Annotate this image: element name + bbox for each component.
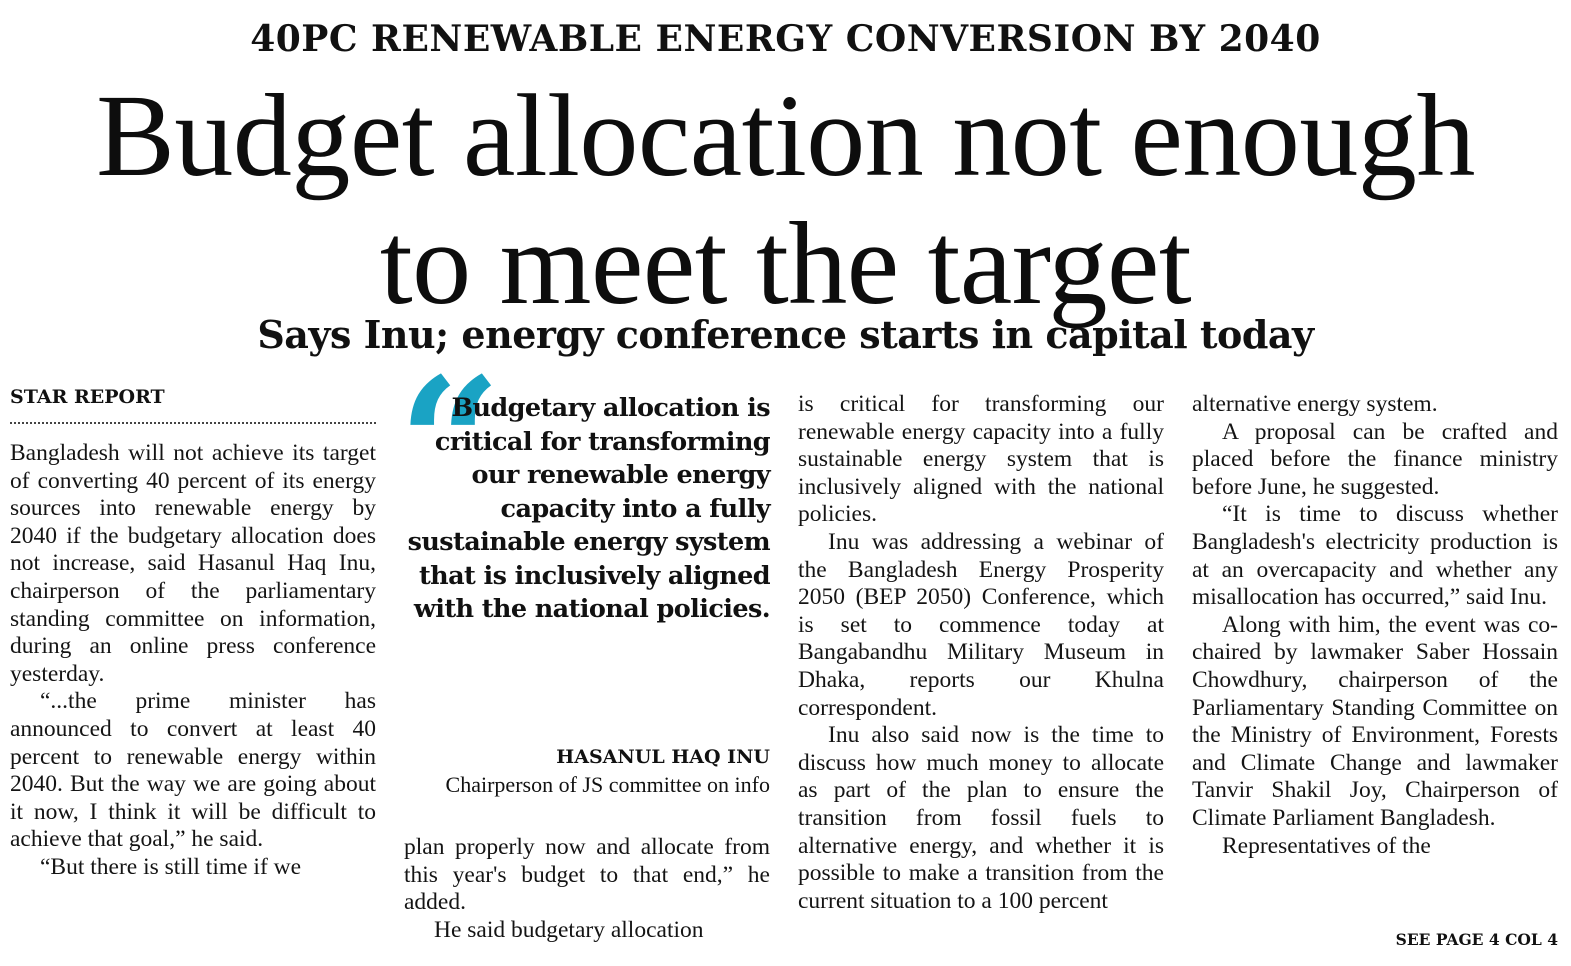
opening-quote-icon: “ (398, 339, 502, 550)
paragraph: Inu was addressing a webinar of the Bangladesh Energy Prosperity 2050 (BEP 2050) Conference, which is set to commence today at Bangabandhu Military Museum in Dhaka, reports our Khulna correspondent. (798, 528, 1164, 721)
paragraph: Inu also said now is the time to discuss how much money to allocate as part of the plan to ensure the transition from fossil fuels to alternative energy, and whether it is possible to make a transition from the current situation to a 100 percent (798, 722, 1164, 914)
paragraph: Representatives of the (1222, 832, 1431, 859)
paragraph: plan properly now and allocate from this year's budget to that end,” he added. (404, 834, 770, 916)
paragraph: He said budgetary allocation (434, 916, 704, 943)
article-column-2 (404, 834, 770, 944)
pull-quote-attribution-name: HASANUL HAQ INU (556, 746, 770, 768)
paragraph: “It is time to discuss whether Bangladesh's electricity production is at an overcapacity and whether any misallocation has occurred,” said Inu. (1192, 501, 1558, 611)
paragraph: is critical for transforming our renewable energy capacity into a fully sustainable energy system that is inclusively aligned with the national policies. (798, 391, 1164, 528)
headline (0, 72, 1571, 328)
kicker: 40PC RENEWABLE ENERGY CONVERSION BY 2040 (250, 18, 1321, 60)
pull-quote-attribution-role: Chairperson of JS committee on info (445, 772, 770, 797)
article-column-3 (798, 391, 1164, 915)
paragraph: Bangladesh will not achieve its target of converting 40 percent of its energy sources into renewable energy by 2040 if the budgetary allocation does not increase, said Hasanul Haq Inu, chairperson of the parliamentary standing committee on information, during an online press conference yesterday. (10, 440, 376, 687)
paragraph: A proposal can be crafted and placed before the finance ministry before June, he suggested. (1192, 418, 1558, 500)
byline-divider (10, 422, 376, 424)
paragraph: “But there is still time if we (40, 853, 302, 880)
headline-line-1: Budget allocation not enough (96, 70, 1475, 201)
article-column-4 (1192, 391, 1558, 860)
paragraph: Along with him, the event was co-chaired by lawmaker Saber Hossain Chowdhury, chairperson of the Parliamentary Standing Committee on the Ministry of Environment, Forests and Climate Change and lawmaker Tanvir Shakil Joy, Chairperson of Climate Parliament Bangladesh. (1192, 611, 1558, 831)
jump-line: SEE PAGE 4 COL 4 (1395, 930, 1558, 949)
paragraph: alternative energy system. (1192, 391, 1438, 417)
byline: STAR REPORT (10, 386, 165, 408)
article-column-1 (10, 440, 376, 882)
paragraph: “...the prime minister has announced to convert at least 40 percent to renewable energy within 2040. But the way we are going about it now, I think it will be difficult to achieve that goal,” he said. (10, 688, 376, 853)
pull-quote: Budgetary allocation is critical for transforming our renewable energy capacity into a fully sustainable energy system that is inclusively aligned with the national policies. (407, 393, 770, 624)
headline-line-2: to meet the target (379, 198, 1192, 329)
deck-subheadline: Says Inu; energy conference starts in capital today (257, 312, 1314, 357)
